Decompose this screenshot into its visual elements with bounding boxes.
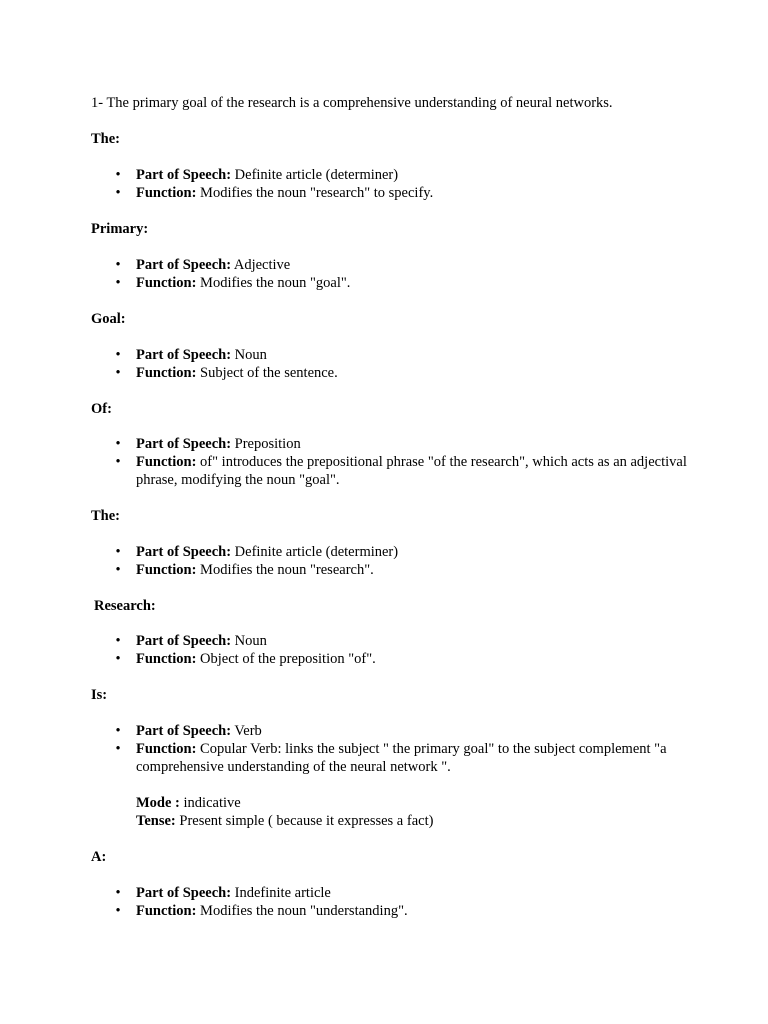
bullet-icon: •	[115, 454, 121, 470]
function-value: Modifies the noun "understanding".	[200, 903, 408, 919]
word-heading: A:	[91, 849, 107, 865]
word-heading: Research:	[94, 598, 156, 614]
pos-value: Definite article (determiner)	[234, 167, 399, 183]
list-item	[115, 346, 696, 364]
bullet-icon: •	[115, 275, 121, 291]
mode-line	[136, 794, 241, 812]
bullet-icon: •	[115, 167, 121, 183]
bullet-list	[115, 632, 696, 668]
bullet-icon: •	[115, 347, 121, 363]
sentence: 1- The primary goal of the research is a comprehensive understanding of neural networks.	[91, 95, 613, 111]
pos-value: Definite article (determiner)	[234, 544, 399, 560]
function-label: Function:	[136, 562, 197, 578]
bullet-list	[115, 884, 696, 920]
pos-value: Preposition	[234, 436, 301, 452]
function-value: Modifies the noun "research" to specify.	[200, 185, 434, 201]
function-value: Copular Verb: links the subject " the primary goal" to the subject complement "a comprehensive understanding of the neural network ".	[136, 741, 667, 775]
pos-label: Part of Speech:	[136, 436, 232, 452]
list-item	[115, 740, 696, 776]
pos-label: Part of Speech:	[136, 633, 232, 649]
tense-value: Present simple ( because it expresses a fact)	[179, 813, 434, 829]
list-item	[115, 274, 696, 292]
bullet-list	[115, 166, 696, 202]
pos-label: Part of Speech:	[136, 885, 232, 901]
pos-label: Part of Speech:	[136, 167, 232, 183]
list-item	[115, 184, 696, 202]
function-label: Function:	[136, 454, 197, 470]
function-value: of" introduces the prepositional phrase "of the research", which acts as an adjectival phrase, modifying the noun "goal".	[136, 454, 687, 488]
pos-value: Noun	[234, 347, 267, 363]
function-value: Object of the preposition "of".	[200, 651, 376, 667]
function-label: Function:	[136, 903, 197, 919]
list-item	[115, 453, 696, 489]
function-label: Function:	[136, 651, 197, 667]
word-heading: Goal:	[91, 311, 126, 327]
word-heading: Primary:	[91, 221, 149, 237]
bullet-icon: •	[115, 257, 121, 273]
bullet-icon: •	[115, 185, 121, 201]
pos-value: Noun	[234, 633, 267, 649]
list-item	[115, 543, 696, 561]
function-value: Subject of the sentence.	[200, 365, 338, 381]
bullet-icon: •	[115, 885, 121, 901]
list-item	[115, 166, 696, 184]
bullet-icon: •	[115, 651, 121, 667]
mode-label: Mode :	[136, 795, 180, 811]
function-label: Function:	[136, 275, 197, 291]
pos-label: Part of Speech:	[136, 723, 232, 739]
mode-value: indicative	[183, 795, 241, 811]
pos-label: Part of Speech:	[136, 257, 232, 273]
bullet-icon: •	[115, 633, 121, 649]
list-item	[115, 884, 696, 902]
bullet-list	[115, 722, 696, 776]
tense-line	[136, 812, 433, 830]
tense-label: Tense:	[136, 813, 176, 829]
word-heading: The:	[91, 508, 120, 524]
pos-value: Verb	[234, 723, 262, 739]
pos-value: Adjective	[233, 257, 291, 273]
list-item	[115, 364, 696, 382]
pos-value: Indefinite article	[234, 885, 331, 901]
list-item	[115, 902, 696, 920]
bullet-list	[115, 256, 696, 292]
function-label: Function:	[136, 365, 197, 381]
bullet-icon: •	[115, 741, 121, 757]
bullet-icon: •	[115, 365, 121, 381]
function-label: Function:	[136, 185, 197, 201]
bullet-icon: •	[115, 562, 121, 578]
list-item	[115, 632, 696, 650]
pos-label: Part of Speech:	[136, 544, 232, 560]
list-item	[115, 722, 696, 740]
function-value: Modifies the noun "goal".	[200, 275, 351, 291]
list-item	[115, 435, 696, 453]
function-value: Modifies the noun "research".	[200, 562, 374, 578]
bullet-icon: •	[115, 544, 121, 560]
list-item	[115, 650, 696, 668]
bullet-list	[115, 346, 696, 382]
word-heading: Of:	[91, 401, 112, 417]
word-heading: The:	[91, 131, 120, 147]
function-label: Function:	[136, 741, 197, 757]
bullet-list	[115, 435, 696, 489]
list-item	[115, 561, 696, 579]
pos-label: Part of Speech:	[136, 347, 232, 363]
word-heading: Is:	[91, 687, 108, 703]
list-item	[115, 256, 696, 274]
bullet-icon: •	[115, 436, 121, 452]
bullet-icon: •	[115, 723, 121, 739]
bullet-list	[115, 543, 696, 579]
bullet-icon: •	[115, 903, 121, 919]
